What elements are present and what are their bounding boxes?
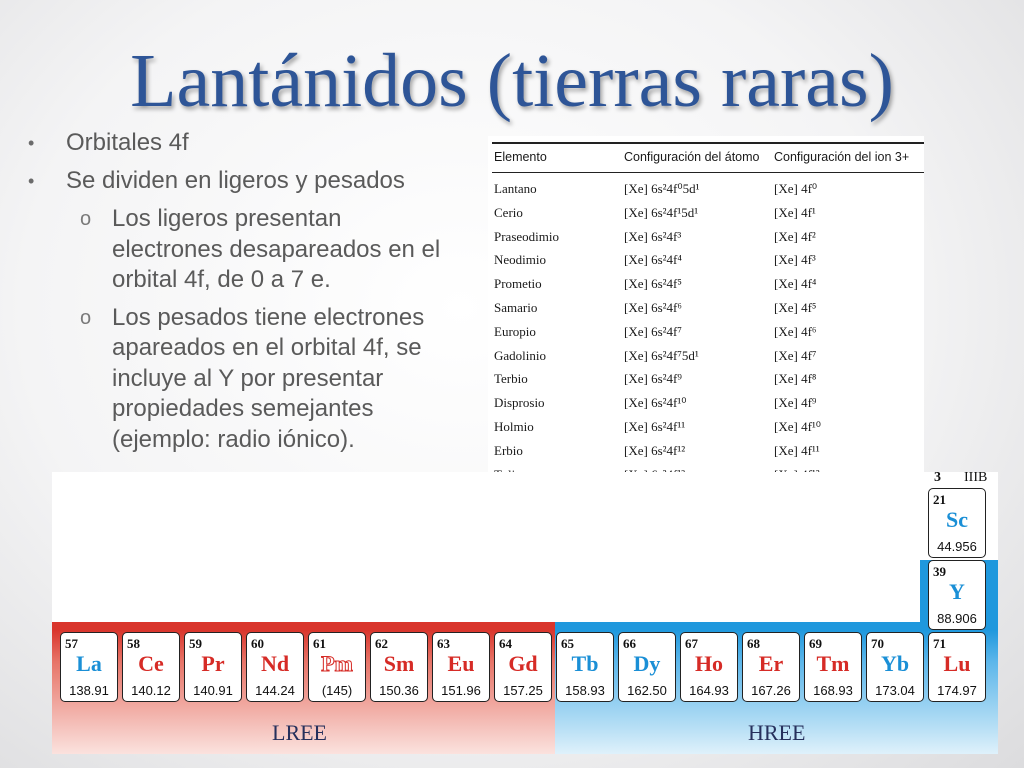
atomic-number: 57: [65, 636, 78, 651]
table-row: [488, 344, 924, 368]
element-symbol: Y: [949, 579, 965, 604]
atomic-mass: 168.93: [813, 683, 853, 698]
sub-bullet-text: Los ligeros presentan electrones desapareados en el orbital 4f, de 0 a 7 e.: [112, 205, 441, 293]
table-row: [488, 248, 924, 272]
element-name-cell: Disprosio: [494, 395, 545, 411]
element-name-cell: Neodimio: [494, 252, 546, 268]
atomic-mass: 144.24: [255, 683, 295, 698]
atomic-mass: 44.956: [937, 539, 977, 554]
atomic-mass: (145): [321, 683, 353, 698]
lree-label: LREE: [272, 720, 327, 745]
ion-config-cell: [Xe] 4f⁵: [774, 300, 817, 315]
bullet-list: [28, 128, 458, 462]
table-row: [488, 367, 924, 391]
element-cell-sm: [370, 632, 428, 702]
table-row: [488, 177, 924, 201]
bullet-item: [28, 128, 458, 158]
table-row: [488, 415, 924, 439]
element-symbol: Dy: [633, 651, 661, 676]
table-top-rule: [492, 142, 924, 144]
group-number: 3: [934, 470, 941, 485]
element-cell-er: [742, 632, 800, 702]
bullet-text: Orbitales 4f: [66, 129, 189, 156]
element-symbol: Ce: [138, 651, 164, 676]
ion-config-cell: [Xe] 4f⁴: [774, 276, 817, 292]
group-name: IIIB: [964, 470, 988, 485]
atomic-mass: 173.04: [875, 683, 915, 698]
element-name-cell: Terbio: [494, 371, 528, 387]
element-cell-pr: [184, 632, 242, 702]
atom-config-cell: [Xe] 6s²4f¹5d¹: [624, 204, 699, 220]
sub-bullet-text: Los pesados tiene electrones apareados en el orbital 4f, se incluye al Y por presentar propiedades semejantes (ejemplo: radio iónico).: [112, 303, 425, 453]
element-symbol: Tm: [816, 651, 850, 676]
table-row: [488, 296, 924, 320]
bullet-dot-icon: •: [28, 171, 35, 191]
element-cell-lu: [928, 632, 986, 702]
element-cell-ho: [680, 632, 738, 702]
bullet-item: [28, 166, 458, 196]
table-row: [488, 391, 924, 415]
table-row: [488, 225, 924, 249]
atomic-number: 64: [499, 636, 512, 651]
element-name-cell: Praseodimio: [494, 228, 559, 244]
element-name-cell: Holmio: [494, 419, 534, 434]
element-symbol: Gd: [508, 651, 538, 676]
element-cell-sc: [928, 488, 986, 558]
atomic-number: 65: [561, 636, 574, 651]
atomic-mass: 174.97: [937, 683, 977, 698]
element-name-cell: Samario: [494, 300, 538, 315]
element-symbol: Lu: [943, 651, 971, 676]
element-name-cell: Erbio: [494, 442, 523, 458]
table-row: [488, 201, 924, 225]
atomic-mass: 140.91: [193, 683, 233, 698]
sub-bullet-item: [28, 303, 458, 456]
element-cell-dy: [618, 632, 676, 702]
atomic-number: 63: [437, 636, 450, 651]
atom-config-cell: [Xe] 6s²4f⁰5d¹: [624, 181, 700, 196]
atomic-mass: 157.25: [503, 683, 543, 698]
element-cell-pm: [308, 632, 366, 702]
atomic-number: 71: [933, 636, 946, 651]
atomic-number: 70: [871, 636, 884, 651]
atomic-number: 39: [933, 564, 946, 579]
atomic-number: 68: [747, 636, 760, 651]
atomic-mass: 167.26: [751, 683, 791, 698]
atomic-number: 59: [189, 636, 202, 651]
atomic-mass: 162.50: [627, 683, 667, 698]
ion-config-cell: [Xe] 4f⁶: [774, 323, 817, 339]
table-row: [488, 272, 924, 296]
element-symbol: Ho: [694, 651, 724, 676]
atomic-mass: 158.93: [565, 683, 605, 698]
atomic-mass: 150.36: [379, 683, 419, 698]
atomic-mass: 151.96: [441, 683, 481, 698]
element-cell-nd: [246, 632, 304, 702]
element-cell-eu: [432, 632, 490, 702]
atomic-number: 62: [375, 636, 388, 651]
element-symbol: Sm: [383, 651, 415, 676]
element-cell-y: [928, 560, 986, 630]
atom-config-cell: [Xe] 6s²4f¹⁰: [624, 395, 687, 411]
ion-config-cell: [Xe] 4f¹¹: [774, 442, 820, 458]
atomic-number: 66: [623, 636, 636, 651]
element-cell-yb: [866, 632, 924, 702]
atom-config-cell: [Xe] 6s²4f⁵: [624, 276, 682, 292]
element-symbol: Pr: [201, 651, 225, 676]
atomic-number: 61: [313, 636, 326, 651]
element-symbol: La: [76, 651, 102, 676]
element-name-cell: Lantano: [494, 181, 537, 196]
atom-config-cell: [Xe] 6s²4f⁷5d¹: [624, 347, 699, 363]
element-symbol: Tb: [571, 651, 599, 676]
atom-config-cell: [Xe] 6s²4f¹¹: [624, 419, 686, 434]
ion-config-cell: [Xe] 4f⁹: [774, 395, 817, 411]
element-symbol: Sc: [946, 507, 968, 532]
table-header-rule: [492, 172, 924, 173]
header-ion-config: Configuración del ion 3+: [774, 150, 910, 164]
atom-config-cell: [Xe] 6s²4f⁴: [624, 252, 682, 268]
atom-config-cell: [Xe] 6s²4f⁶: [624, 300, 682, 315]
element-cell-gd: [494, 632, 552, 702]
ion-config-cell: [Xe] 4f¹⁰: [774, 419, 822, 434]
atomic-number: 21: [933, 492, 946, 507]
sub-bullet-item: [28, 204, 458, 296]
ion-config-cell: [Xe] 4f¹: [774, 204, 816, 220]
header-atom-config: Configuración del átomo: [624, 150, 760, 164]
header-element: Elemento: [494, 150, 547, 164]
atomic-number: 58: [127, 636, 140, 651]
atomic-number: 67: [685, 636, 698, 651]
atom-config-cell: [Xe] 6s²4f³: [624, 228, 682, 244]
element-cell-tm: [804, 632, 862, 702]
bullet-dot-icon: •: [28, 133, 35, 153]
atom-config-cell: [Xe] 6s²4f⁷: [624, 323, 682, 339]
atomic-mass: 88.906: [937, 611, 977, 626]
element-symbol: Eu: [447, 651, 475, 676]
atomic-mass: 140.12: [131, 683, 171, 698]
ion-config-cell: [Xe] 4f³: [774, 252, 816, 268]
ion-config-cell: [Xe] 4f⁷: [774, 347, 817, 363]
ion-config-cell: [Xe] 4f⁰: [774, 181, 818, 196]
element-name-cell: Cerio: [494, 204, 523, 220]
sub-bullet-circle-icon: o: [80, 306, 92, 329]
ion-config-cell: [Xe] 4f²: [774, 228, 816, 244]
bullet-text: Se dividen en ligeros y pesados: [66, 167, 405, 194]
sub-bullet-circle-icon: o: [80, 208, 92, 230]
atom-config-cell: [Xe] 6s²4f¹²: [624, 442, 686, 458]
element-cell-ce: [122, 632, 180, 702]
atomic-number: 60: [251, 636, 264, 651]
element-symbol: Pm: [321, 651, 353, 676]
element-name-cell: Prometio: [494, 276, 542, 292]
atom-config-cell: [Xe] 6s²4f⁹: [624, 371, 682, 387]
element-symbol: Nd: [260, 651, 290, 676]
ion-config-cell: [Xe] 4f⁸: [774, 371, 817, 387]
atomic-number: 69: [809, 636, 822, 651]
element-cell-la: [60, 632, 118, 702]
element-name-cell: Gadolinio: [494, 347, 546, 363]
table-row: [488, 439, 924, 463]
element-name-cell: Europio: [494, 323, 536, 339]
element-cell-tb: [556, 632, 614, 702]
atomic-mass: 138.91: [69, 683, 109, 698]
table-row: [488, 320, 924, 344]
element-symbol: Er: [758, 651, 784, 676]
slide-title: Lantánidos (tierras raras): [130, 39, 894, 123]
element-symbol: Yb: [880, 651, 910, 676]
hree-label: HREE: [748, 720, 806, 745]
atomic-mass: 164.93: [689, 683, 729, 698]
